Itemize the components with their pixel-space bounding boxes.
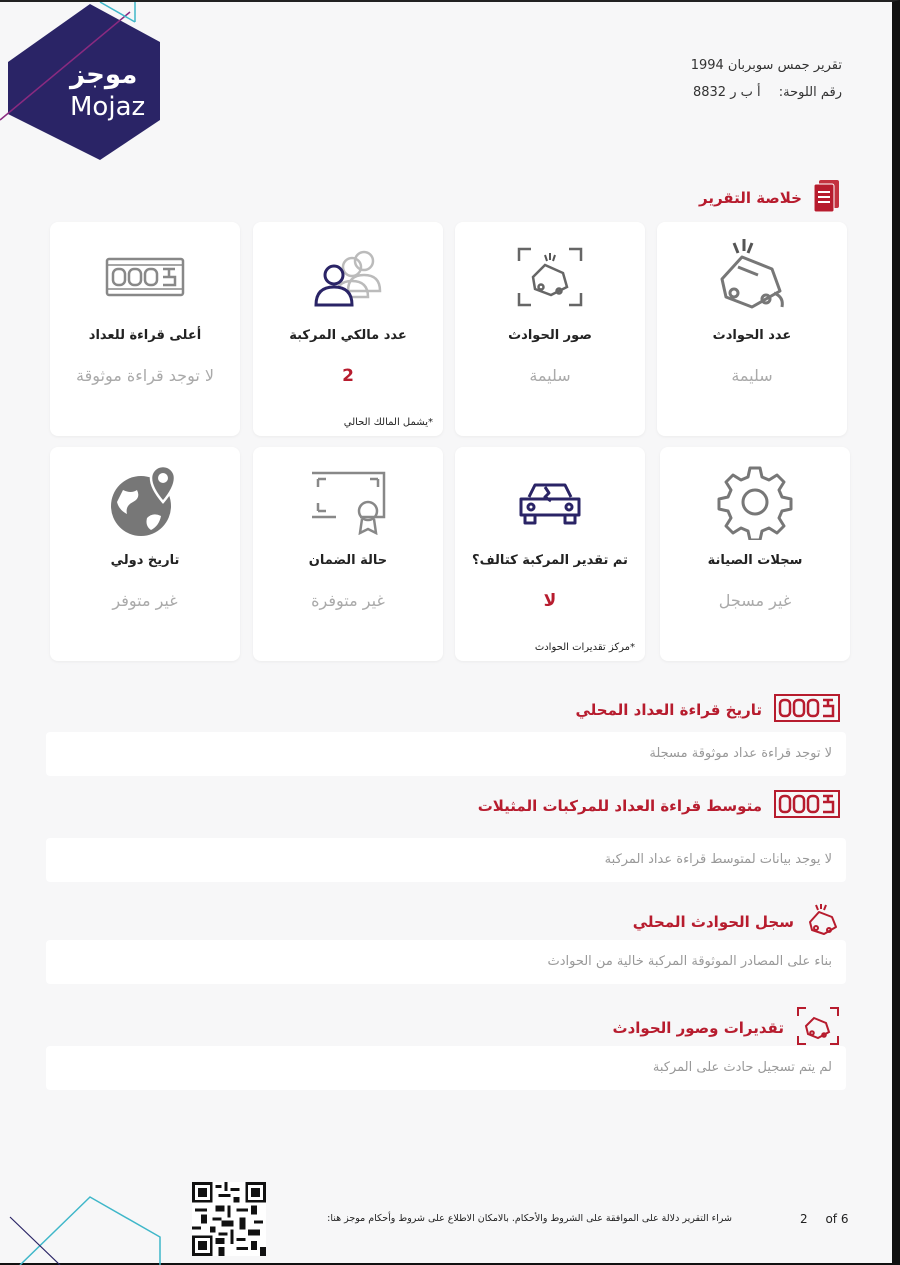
document-icon bbox=[814, 180, 840, 216]
logo-text-english: Mojaz bbox=[70, 92, 146, 122]
card-label: سجلات الصيانة bbox=[707, 553, 803, 568]
section-text-accident-estimates: لم يتم تسجيل حادث على المركبة bbox=[46, 1046, 846, 1090]
odometer-icon bbox=[774, 790, 840, 822]
card-note: *يشمل المالك الحالي bbox=[343, 417, 433, 428]
card-value: غير متوفر bbox=[112, 591, 178, 610]
card-value: غير مسجل bbox=[718, 591, 792, 610]
plate-row bbox=[542, 85, 842, 100]
page-current: 2 bbox=[800, 1212, 808, 1226]
odometer-icon bbox=[774, 694, 840, 726]
wrecked-car-icon bbox=[455, 467, 645, 537]
logo-text-arabic: موجز bbox=[70, 60, 138, 90]
card-international-history bbox=[50, 447, 240, 661]
accident-photo-icon bbox=[455, 242, 645, 312]
section-text-similar-odometer: لا يوجد بيانات لمتوسط قراءة عداد المركبة bbox=[46, 838, 846, 882]
card-accident-photos bbox=[455, 222, 645, 436]
card-value: غير متوفرة bbox=[311, 591, 385, 610]
card-label: تاريخ دولي bbox=[110, 553, 180, 568]
card-accident-count bbox=[657, 222, 847, 436]
gear-icon bbox=[660, 467, 850, 537]
summary-title-text: خلاصة التقرير bbox=[698, 189, 802, 207]
card-warranty-status bbox=[253, 447, 443, 661]
mojaz-logo bbox=[0, 2, 200, 172]
page-number bbox=[800, 1212, 848, 1226]
owners-icon bbox=[253, 242, 443, 312]
page-of: of 6 bbox=[825, 1212, 849, 1226]
card-total-loss bbox=[455, 447, 645, 661]
section-text-local-odometer: لا توجد قراءة عداد موثوقة مسجلة bbox=[46, 732, 846, 776]
report-title: تقرير جمس سوبربان 1994 bbox=[690, 58, 842, 73]
globe-pin-icon bbox=[50, 467, 240, 537]
card-owners-count bbox=[253, 222, 443, 436]
report-header-info bbox=[542, 58, 842, 112]
card-label: حالة الضمان bbox=[308, 553, 388, 568]
card-note: *مركز تقديرات الحوادث bbox=[534, 642, 635, 653]
section-title-text: تقديرات وصور الحوادث bbox=[612, 1019, 784, 1037]
odometer-icon bbox=[50, 242, 240, 312]
card-value: لا توجد قراءة موثوقة bbox=[76, 366, 214, 385]
card-label: صور الحوادث bbox=[508, 328, 592, 343]
card-highest-odometer bbox=[50, 222, 240, 436]
card-value: سليمة bbox=[731, 366, 773, 385]
summary-title bbox=[699, 180, 840, 216]
plate-label: رقم اللوحة: bbox=[778, 85, 842, 100]
plate-value: أ ب ر 8832 bbox=[692, 85, 761, 100]
card-label: تم تقدير المركبة كتالف؟ bbox=[472, 553, 628, 568]
car-accident-icon bbox=[657, 242, 847, 312]
section-title-local-accidents bbox=[633, 904, 840, 940]
section-title-accident-estimates bbox=[613, 1006, 840, 1050]
card-value: سليمة bbox=[529, 366, 571, 385]
footer-decoration bbox=[0, 1187, 170, 1265]
accident-photo-icon bbox=[796, 1006, 840, 1050]
section-title-text: متوسط قراءة العداد للمركبات المثيلات bbox=[477, 797, 762, 815]
section-title-similar-odometer bbox=[478, 790, 840, 822]
section-text-local-accidents: بناء على المصادر الموثوقة المركبة خالية من الحوادث bbox=[46, 940, 846, 984]
card-label: أعلى قراءة للعداد bbox=[88, 328, 202, 343]
section-title-text: سجل الحوادث المحلي bbox=[632, 913, 794, 931]
car-accident-icon bbox=[806, 904, 840, 940]
section-title-local-odometer bbox=[575, 694, 840, 726]
section-title-text: تاريخ قراءة العداد المحلي bbox=[575, 701, 762, 719]
certificate-icon bbox=[253, 467, 443, 537]
card-value: لا bbox=[543, 591, 557, 611]
qr-code[interactable] bbox=[192, 1182, 266, 1256]
card-value: 2 bbox=[342, 366, 354, 386]
footer-terms: شراء التقرير دلالة على الموافقة على الشروط والأحكام. بالامكان الاطلاع على شروط وأحكام موجز هنا: bbox=[327, 1213, 732, 1224]
card-maintenance-records bbox=[660, 447, 850, 661]
card-label: عدد مالكي المركبة bbox=[289, 328, 407, 343]
card-label: عدد الحوادث bbox=[712, 328, 792, 343]
